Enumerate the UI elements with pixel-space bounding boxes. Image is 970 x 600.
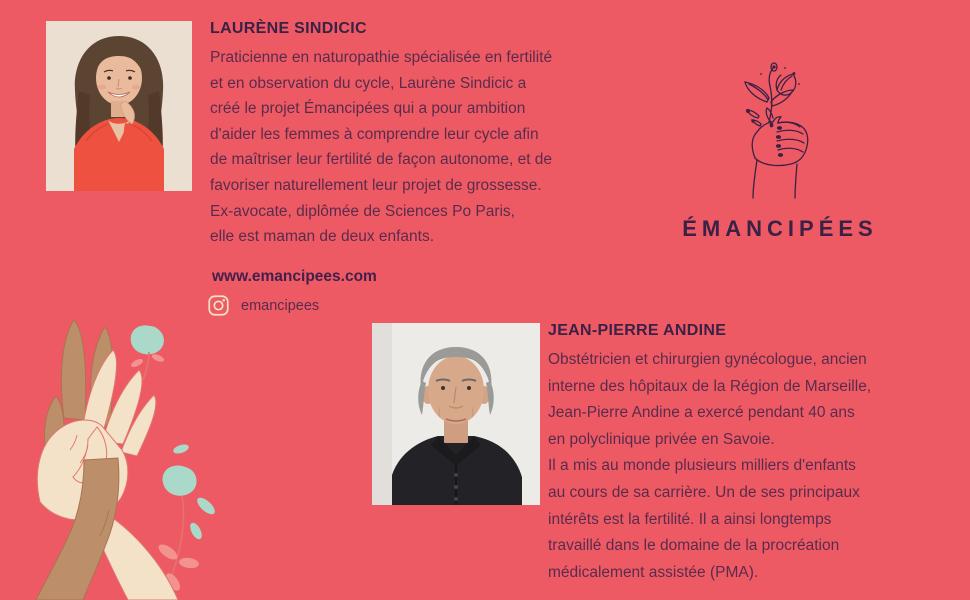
interlaced-hands-illustration: [0, 300, 235, 600]
laurene-bio-line: Ex-avocate, diplômée de Sciences Po Paris,: [210, 202, 515, 220]
laurene-portrait-image: [46, 21, 192, 191]
laurene-bio-line: elle est maman de deux enfants.: [210, 228, 435, 246]
jean-pierre-photo: [372, 323, 540, 505]
jean-pierre-bio-line: intérêts est la fertilité. Il a ainsi longtemps: [548, 510, 832, 528]
laurene-bio-line: favoriser naturellement leur projet de grossesse.: [210, 176, 542, 194]
jean-pierre-bio-line: interne des hôpitaux de la Région de Marseille,: [548, 377, 872, 395]
laurene-bio-line: et en observation du cycle, Laurène Sindicic a: [210, 74, 527, 92]
jean-pierre-bio-line: Jean-Pierre Andine a exercé pendant 40 ans: [548, 404, 855, 422]
laurene-bio-line: créé le projet Émancipées qui a pour ambition: [210, 100, 526, 118]
instagram-handle: emancipees: [241, 297, 320, 314]
fist-flower-logo-icon: [715, 60, 825, 200]
jean-pierre-bio-line: au cours de sa carrière. Un de ses principaux: [548, 483, 860, 501]
laurene-bio-line: Praticienne en naturopathie spécialisée en fertilité: [210, 49, 553, 66]
laurene-name: LAURÈNE SINDICIC: [210, 20, 367, 37]
brand-wordmark: ÉMANCIPÉES: [682, 216, 878, 241]
jean-pierre-name: JEAN-PIERRE ANDINE: [548, 322, 727, 339]
jean-pierre-bio-section: [548, 322, 968, 586]
laurene-bio-section: [210, 20, 650, 250]
jean-pierre-bio-line: en polyclinique privée en Savoie.: [548, 430, 775, 448]
jean-pierre-bio-line: Obstétricien et chirurgien gynécologue, ancien: [548, 351, 867, 368]
website-link[interactable]: www.emancipees.com: [212, 268, 377, 285]
laurene-photo: [46, 21, 192, 191]
laurene-bio-line: de maîtriser leur fertilité de façon autonome, et de: [210, 151, 553, 169]
laurene-bio-line: d'aider les femmes à comprendre leur cycle afin: [210, 125, 539, 143]
jean-pierre-bio-line: travaillé dans le domaine de la procréation: [548, 537, 840, 555]
jean-pierre-bio-line: médicalement assistée (PMA).: [548, 563, 759, 581]
jean-pierre-portrait-image: [372, 323, 540, 505]
jean-pierre-bio-line: Il a mis au monde plusieurs milliers d'enfants: [548, 457, 856, 475]
